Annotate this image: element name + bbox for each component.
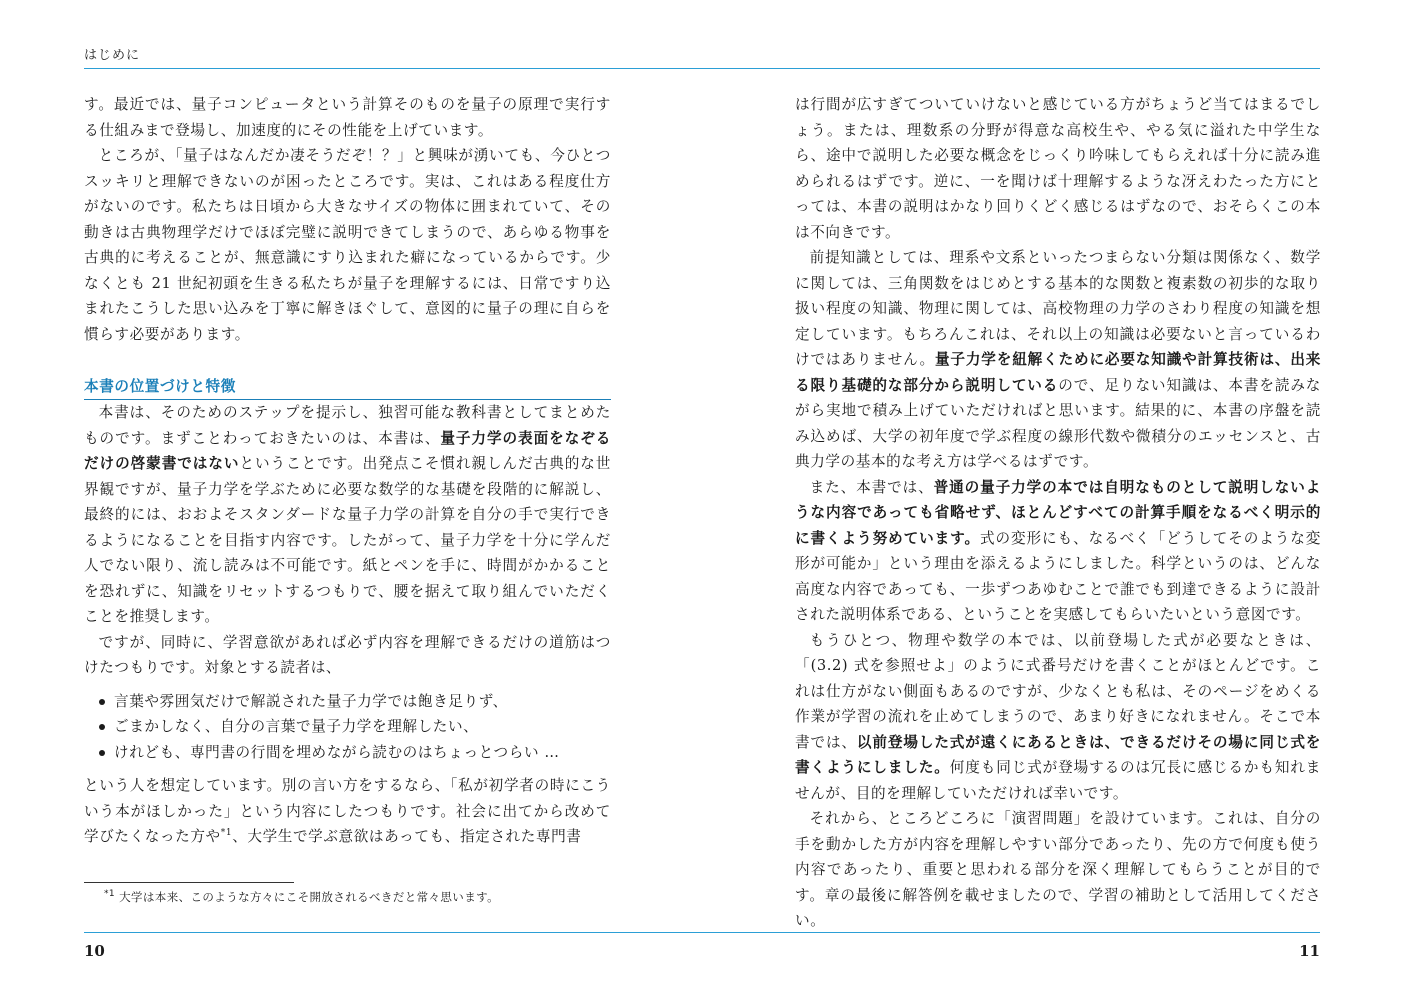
- paragraph: は行間が広すぎてついていけないと感じている方がちょうど当てはまるでしょう。または、理数系の分野が得意な高校生や、やる気に溢れた中学生なら、途中で説明した必要な概念をじっくり吟味してもらえれば十分に読み進められるはずです。逆に、一を聞けば十理解するような冴えわたった方にとっては、本書の説明はかなり回りくどく感じるはずなので、おそらくこの本は不向きです。: [795, 96, 1321, 241]
- paragraph: 前提知識としては、理系や文系といったつまらない分類は関係なく、数学に関しては、三角関数をはじめとする基本的な関数と複素数の初歩的な取り扱い程度の知識、物理に関しては、高校物理の力学のさわり程度の知識を想定しています。もちろんこれは、それ以上の知識は必要ないと言っているわけではありません。量子力学を紐解くために必要な知識や計算技術は、出来る限り基礎的な部分から説明しているので、足りない知識は、本書を読みながら実地で積み上げていただければと思います。結果的に、本書の序盤を読み込めば、大学の初年度で学ぶ程度の線形代数や微積分のエッセンスと、古典力学の基本的な考え方は学べるはずです。: [795, 249, 1321, 470]
- footnote: [104, 888, 499, 906]
- paragraph: という人を想定しています。別の言い方をするなら、「私が初学者の時にこういう本がほしかった」という内容にしたつもりです。社会に出てから改めて学びたくなった方や$^{*1}$、大学生で学ぶ意欲はあっても、指定された専門書: [84, 777, 611, 845]
- section-heading: 本書の位置づけと特徴: [84, 375, 611, 400]
- list-item: ごまかしなく、自分の言葉で量子力学を理解したい、: [114, 714, 611, 740]
- emphasis-text: 以前登場した式が遠くにあるときは、できるだけその場に同じ式を書くようにしました。: [795, 733, 1321, 776]
- paragraph: また、本書では、普通の量子力学の本では自明なものとして説明しないような内容であっても省略せず、ほとんどすべての計算手順をなるべく明示的に書くよう努めています。式の変形にも、なるべく「どうしてそのような変形が可能か」という理由を添えるようにしました。科学というのは、どんな高度な内容であっても、一歩ずつあゆむことで誰でも到達できるように設計された説明体系である、ということを実感してもらいたいという意図です。: [795, 478, 1321, 623]
- footnote-marker: *1: [220, 828, 233, 839]
- paragraph: 本書は、そのためのステップを提示し、独習可能な教科書としてまとめたものです。まずことわっておきたいのは、本書は、量子力学の表面をなぞるだけの啓蒙書ではないということです。出発点こそ慣れ親しんだ古典的な世界観ですが、量子力学を学ぶために必要な数学的な基礎を段階的に解説し、最終的には、おおよそスタンダードな量子力学の計算を自分の手で実行できるようになることを目指す内容です。したがって、量子力学を十分に学んだ人でない限り、流し読みは不可能です。紙とペンを手に、時間がかかることを恐れずに、知識をリセットするつもりで、腰を据えて取り組んでいただくことを推奨します。: [84, 404, 611, 625]
- emphasis-text: 量子力学の表面をなぞるだけの啓蒙書ではない: [84, 429, 611, 472]
- left-page-column: [84, 92, 611, 850]
- page-number-right: 11: [1299, 942, 1320, 960]
- paragraph: ですが、同時に、学習意欲があれば必ず内容を理解できるだけの道筋はつけたつもりです。対象とする読者は、: [84, 633, 611, 676]
- reader-bullet-list: [84, 689, 611, 766]
- list-item: けれども、専門書の行間を埋めながら読むのはちょっとつらい …: [114, 740, 611, 766]
- header-rule: [84, 68, 1320, 69]
- paragraph: ところが、「量子はなんだか凄そうだぞ！？」と興味が湧いても、今ひとつスッキリと理解できないのが困ったところです。実は、これはある程度仕方がないのです。私たちは日頃から大きなサイズの物体に囲まれていて、その動きは古典物理学だけでほぼ完璧に説明できてしまうので、あらゆる物事を古典的に考えることが、無意識にすり込まれた癖になっているからです。少なくとも 21 世紀初頭を生きる私たちが量子を理解するには、日常ですり込まれたこうした思い込みを丁寧に解きほぐして、意図的に量子の理に自らを慣らす必要があります。: [84, 147, 611, 343]
- footer-rule: [84, 932, 1320, 933]
- page-number-left: 10: [84, 942, 105, 960]
- list-item: 言葉や雰囲気だけで解説された量子力学では飽き足りず、: [114, 689, 611, 715]
- footnote-rule: [84, 882, 294, 883]
- paragraph: す。最近では、量子コンピュータという計算そのものを量子の原理で実行する仕組みまで登場し、加速度的にその性能を上げています。: [84, 96, 611, 139]
- paragraph: もうひとつ、物理や数学の本では、以前登場した式が必要なときは、「(3.2) 式を参照せよ」のように式番号だけを書くことがほとんどです。これは仕方がない側面もあるのですが、少なくとも私は、そのページをめくる作業が学習の流れを止めてしまうので、あまり好きになれません。そこで本書では、以前登場した式が遠くにあるときは、できるだけその場に同じ式を書くようにしました。何度も同じ式が登場するのは冗長に感じるかも知れませんが、目的を理解していただければ幸いです。: [795, 631, 1321, 802]
- running-head: はじめに: [84, 48, 141, 63]
- footnote-marker: *1: [104, 889, 116, 900]
- paragraph: それから、ところどころに「演習問題」を設けています。これは、自分の手を動かした方が内容を理解しやすい部分であったり、先の方で何度も使う内容であったり、重要と思われる部分を深く理解してもらうことが目的です。章の最後に解答例を載せましたので、学習の補助として活用してください。: [795, 810, 1321, 929]
- emphasis-text: 量子力学を紐解くために必要な知識や計算技術は、出来る限り基礎的な部分から説明している: [795, 351, 1321, 394]
- footnote-text: 大学は本来、このような方々にこそ開放されるべきだと常々思います。: [119, 890, 499, 904]
- right-page-column: [795, 92, 1321, 934]
- emphasis-text: 普通の量子力学の本では自明なものとして説明しないような内容であっても省略せず、ほとんどすべての計算手順をなるべく明示的に書くよう努めています。: [795, 478, 1321, 547]
